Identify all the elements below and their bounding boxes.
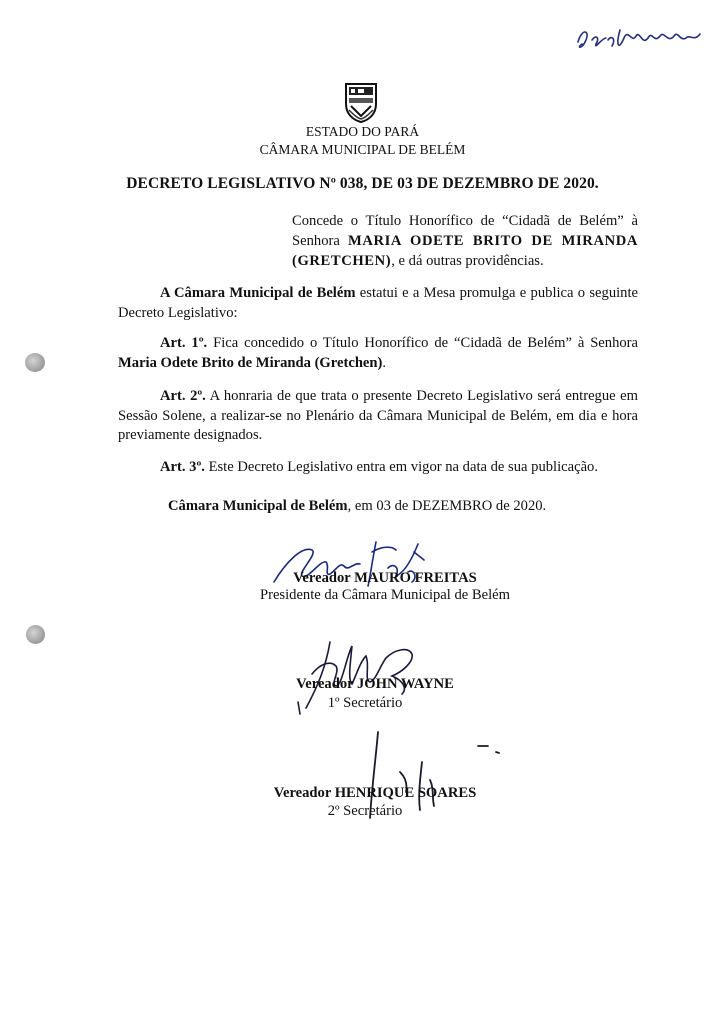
decree-title: DECRETO LEGISLATIVO Nº 038, DE 03 DE DEZEMBRO DE 2020. xyxy=(126,175,599,192)
signatory-1-name: Vereador MAURO FREITAS xyxy=(293,570,477,586)
article-1-label: Art. 1º. xyxy=(160,335,208,351)
article-2-text: A honraria de que trata o presente Decreto Legislativo será entregue em Sessão Solene, a realizar-se no Plenário da Câmara Municipal de Belém, em dia e hora previamente designados. xyxy=(118,388,639,443)
signatory-1-role: Presidente da Câmara Municipal de Belém xyxy=(259,587,511,603)
closing-line xyxy=(118,497,638,517)
punch-hole-top xyxy=(25,353,45,372)
article-1-end: . xyxy=(382,354,387,371)
summary-nickname: (GRETCHEN) xyxy=(292,253,392,269)
article-1-text: Fica concedido o Título Honorífico de “Cidadã de Belém” à Senhora xyxy=(207,335,639,351)
header-state: ESTADO DO PARÁ xyxy=(305,124,420,139)
article-1 xyxy=(118,334,638,373)
summary-prefix: Senhora xyxy=(292,233,340,249)
punch-hole-bottom xyxy=(26,625,45,644)
preamble-text: estatui e a Mesa promulga e publica o seguinte Decreto Legislativo: xyxy=(118,285,639,321)
article-3-label: Art. 3º. xyxy=(160,459,205,475)
signatory-3-role: 2º Secretário xyxy=(327,803,403,819)
closing-date: , em 03 de DEZEMBRO de 2020. xyxy=(347,498,547,514)
coat-of-arms-icon xyxy=(343,80,379,124)
decree-summary xyxy=(292,211,638,271)
article-1-honoree: Maria Odete Brito de Miranda (Gretchen) xyxy=(118,354,383,371)
article-2-label: Art. 2º. xyxy=(160,388,206,404)
summary-name: MARIA ODETE BRITO DE MIRANDA xyxy=(348,233,638,249)
signatory-2-name: Vereador JOHN WAYNE xyxy=(296,676,454,692)
article-3-text: Este Decreto Legislativo entra em vigor na data de sua publicação. xyxy=(204,459,598,475)
header-chamber: CÂMARA MUNICIPAL DE BELÉM xyxy=(259,142,466,157)
preamble-paragraph xyxy=(118,284,638,323)
summary-line1: Concede o Título Honorífico de “Cidadã de Belém” à xyxy=(292,213,638,229)
closing-chamber: Câmara Municipal de Belém xyxy=(168,498,348,514)
article-3 xyxy=(118,458,638,478)
preamble-chamber: A Câmara Municipal de Belém xyxy=(160,285,356,301)
article-2 xyxy=(118,387,638,446)
handwritten-note xyxy=(572,18,712,58)
signatory-2-role: 1º Secretário xyxy=(327,695,403,711)
signatory-3-name: Vereador HENRIQUE SOARES xyxy=(273,785,477,801)
summary-suffix: , e dá outras providências. xyxy=(391,253,544,269)
